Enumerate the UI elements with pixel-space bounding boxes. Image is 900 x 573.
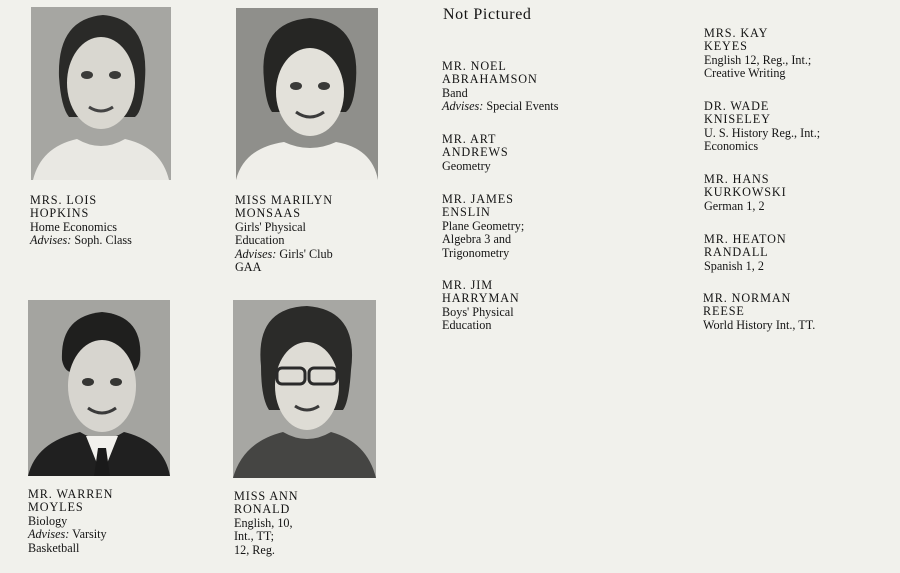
name-line: ANDREWS [442, 145, 509, 160]
caption-moyles [28, 488, 218, 555]
name-line: DR. WADE [704, 99, 770, 113]
name-line: MR. JAMES [442, 192, 514, 206]
entry-andrews [442, 133, 622, 173]
portrait-image-hopkins [31, 7, 171, 180]
detail-line: Spanish 1, 2 [704, 258, 764, 273]
entry-kurkowski [704, 173, 884, 213]
name-line: REESE [703, 304, 745, 319]
name-line: MOYLES [28, 500, 84, 515]
detail-line: Economics [704, 139, 759, 154]
name-line: MRS. LOIS [30, 193, 98, 207]
detail-line: Creative Writing [704, 66, 786, 81]
subject-line: Int., TT; [234, 529, 275, 544]
name-line: MISS ANN [234, 489, 299, 503]
caption-monsaas [235, 194, 425, 274]
detail-line: Trigonometry [442, 245, 510, 260]
detail-line: Education [442, 318, 492, 333]
name-line: MR. ART [442, 132, 497, 146]
name-line: MR. HANS [704, 172, 770, 186]
advises-line: GAA [235, 260, 262, 275]
name-line: ABRAHAMSON [442, 72, 538, 87]
subject-line: 12, Reg. [234, 542, 275, 557]
name-line: MR. NORMAN [703, 291, 792, 305]
subject-line: Girls' Physical [235, 219, 306, 234]
portrait-image-ronald [233, 300, 376, 478]
entry-enslin [442, 193, 622, 260]
subject-line: Education [235, 233, 285, 248]
name-line: MR. WARREN [28, 487, 114, 501]
name-line: MR. NOEL [442, 59, 507, 73]
name-line: MISS MARILYN [235, 193, 333, 207]
detail-line: Boys' Physical [442, 304, 514, 319]
detail-line: Algebra 3 and [442, 232, 512, 247]
detail-line: Geometry [442, 158, 491, 173]
name-line: RONALD [234, 502, 291, 517]
advises-text: Varsity [72, 527, 107, 542]
entry-keyes [704, 27, 884, 81]
entry-abrahamson [442, 60, 622, 114]
advises-line: Basketball [28, 540, 80, 555]
name-line: KEYES [704, 39, 748, 54]
caption-hopkins [30, 194, 220, 248]
advises-label: Advises: [30, 233, 72, 248]
name-line: RANDALL [704, 245, 769, 260]
name-line: MR. HEATON [704, 232, 787, 246]
advises-text: Soph. Class [74, 233, 132, 248]
caption-ronald [234, 490, 424, 557]
subject-line: Home Economics [30, 219, 117, 234]
advises-text: Special Events [486, 99, 559, 114]
detail-line: World History Int., TT. [703, 317, 816, 332]
advises-label: Advises: [442, 99, 484, 114]
name-line: HARRYMAN [442, 291, 520, 306]
advises-line [28, 528, 218, 541]
name-line: KNISELEY [704, 112, 771, 127]
portrait-photo-moyles [28, 300, 170, 476]
subject-line: English, 10, [234, 515, 293, 530]
entry-randall [704, 233, 884, 273]
advises-text: Girls' Club [279, 246, 333, 261]
advises-line [442, 100, 622, 113]
portrait-photo-ronald [233, 300, 376, 478]
detail-line: English 12, Reg., Int.; [704, 52, 812, 67]
advises-line [235, 248, 425, 261]
name-line: KURKOWSKI [704, 185, 787, 200]
name-line: MONSAAS [235, 206, 301, 221]
entry-kniseley [704, 100, 884, 154]
portrait-image-monsaas [236, 8, 378, 180]
advises-label: Advises: [28, 527, 70, 542]
detail-line: German 1, 2 [704, 198, 765, 213]
detail-line: Band [442, 85, 468, 100]
portrait-photo-hopkins [31, 7, 171, 180]
advises-line [30, 234, 220, 247]
portrait-image-moyles [28, 300, 170, 476]
name-line: MRS. KAY [704, 26, 769, 40]
not-pictured-heading: Not Pictured [443, 6, 532, 23]
entry-reese [703, 292, 883, 332]
name-line: HOPKINS [30, 206, 90, 221]
portrait-photo-monsaas [236, 8, 378, 180]
advises-label: Advises: [235, 246, 277, 261]
detail-line: Plane Geometry; [442, 218, 525, 233]
name-line: ENSLIN [442, 205, 491, 220]
entry-harryman [442, 279, 622, 333]
detail-line: U. S. History Reg., Int.; [704, 125, 821, 140]
subject-line: Biology [28, 513, 68, 528]
name-line: MR. JIM [442, 278, 493, 292]
